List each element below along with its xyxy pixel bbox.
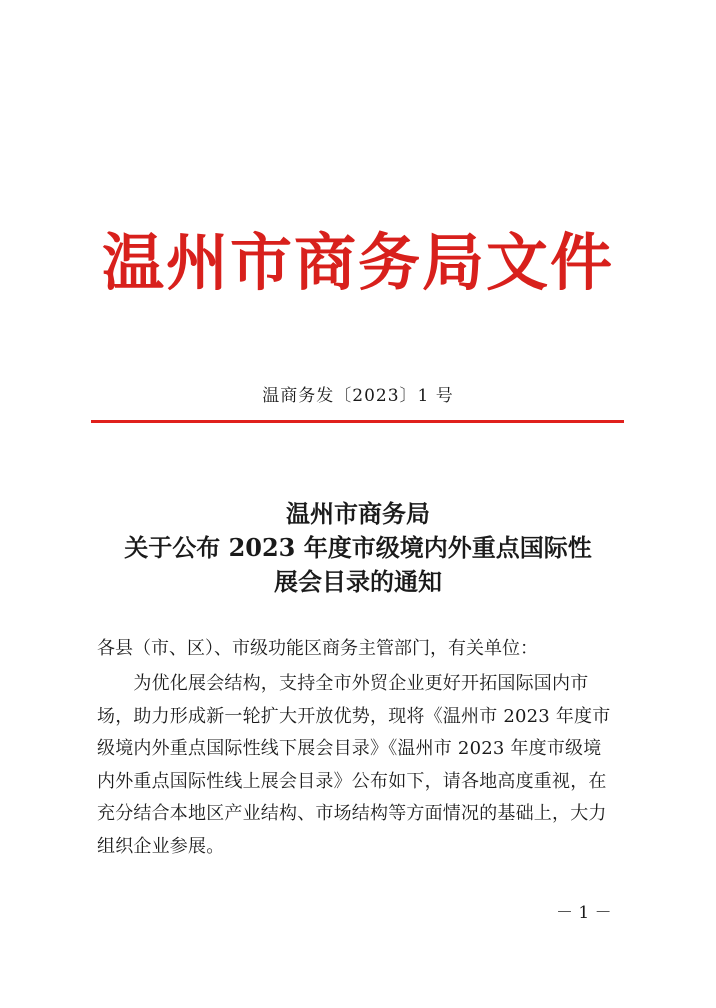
- body-paragraph: [97, 668, 627, 863]
- red-separator-line: [91, 420, 624, 423]
- paragraph-line: 内外重点国际性线上展会目录》公布如下，请各地高度重视，在: [97, 770, 607, 792]
- notice-title-line: 温州市商务局: [286, 499, 430, 528]
- notice-title: [0, 497, 716, 599]
- paragraph-line: 组织企业参展。: [97, 835, 225, 857]
- notice-title-line: 展会目录的通知: [274, 567, 442, 596]
- issuing-authority-header: 温州市商务局文件: [101, 226, 614, 299]
- paragraph-line: 为优化展会结构，支持全市外贸企业更好开拓国际国内市: [97, 673, 589, 694]
- page-number: － 1 －: [556, 903, 612, 923]
- paragraph-line: 充分结合本地区产业结构、市场结构等方面情况的基础上，大力: [97, 803, 607, 824]
- paragraph-line: 级境内外重点国际性线下展会目录》《温州市 2023 年度市级境: [97, 738, 602, 759]
- document-number: 温商务发〔2023〕1 号: [262, 386, 454, 406]
- paragraph-line: 场，助力形成新一轮扩大开放优势，现将《温州市 2023 年度市: [97, 705, 611, 727]
- notice-title-line: 关于公布 2023 年度市级境内外重点国际性: [124, 533, 592, 562]
- salutation: 各县（市、区）、市级功能区商务主管部门，有关单位：: [97, 638, 538, 659]
